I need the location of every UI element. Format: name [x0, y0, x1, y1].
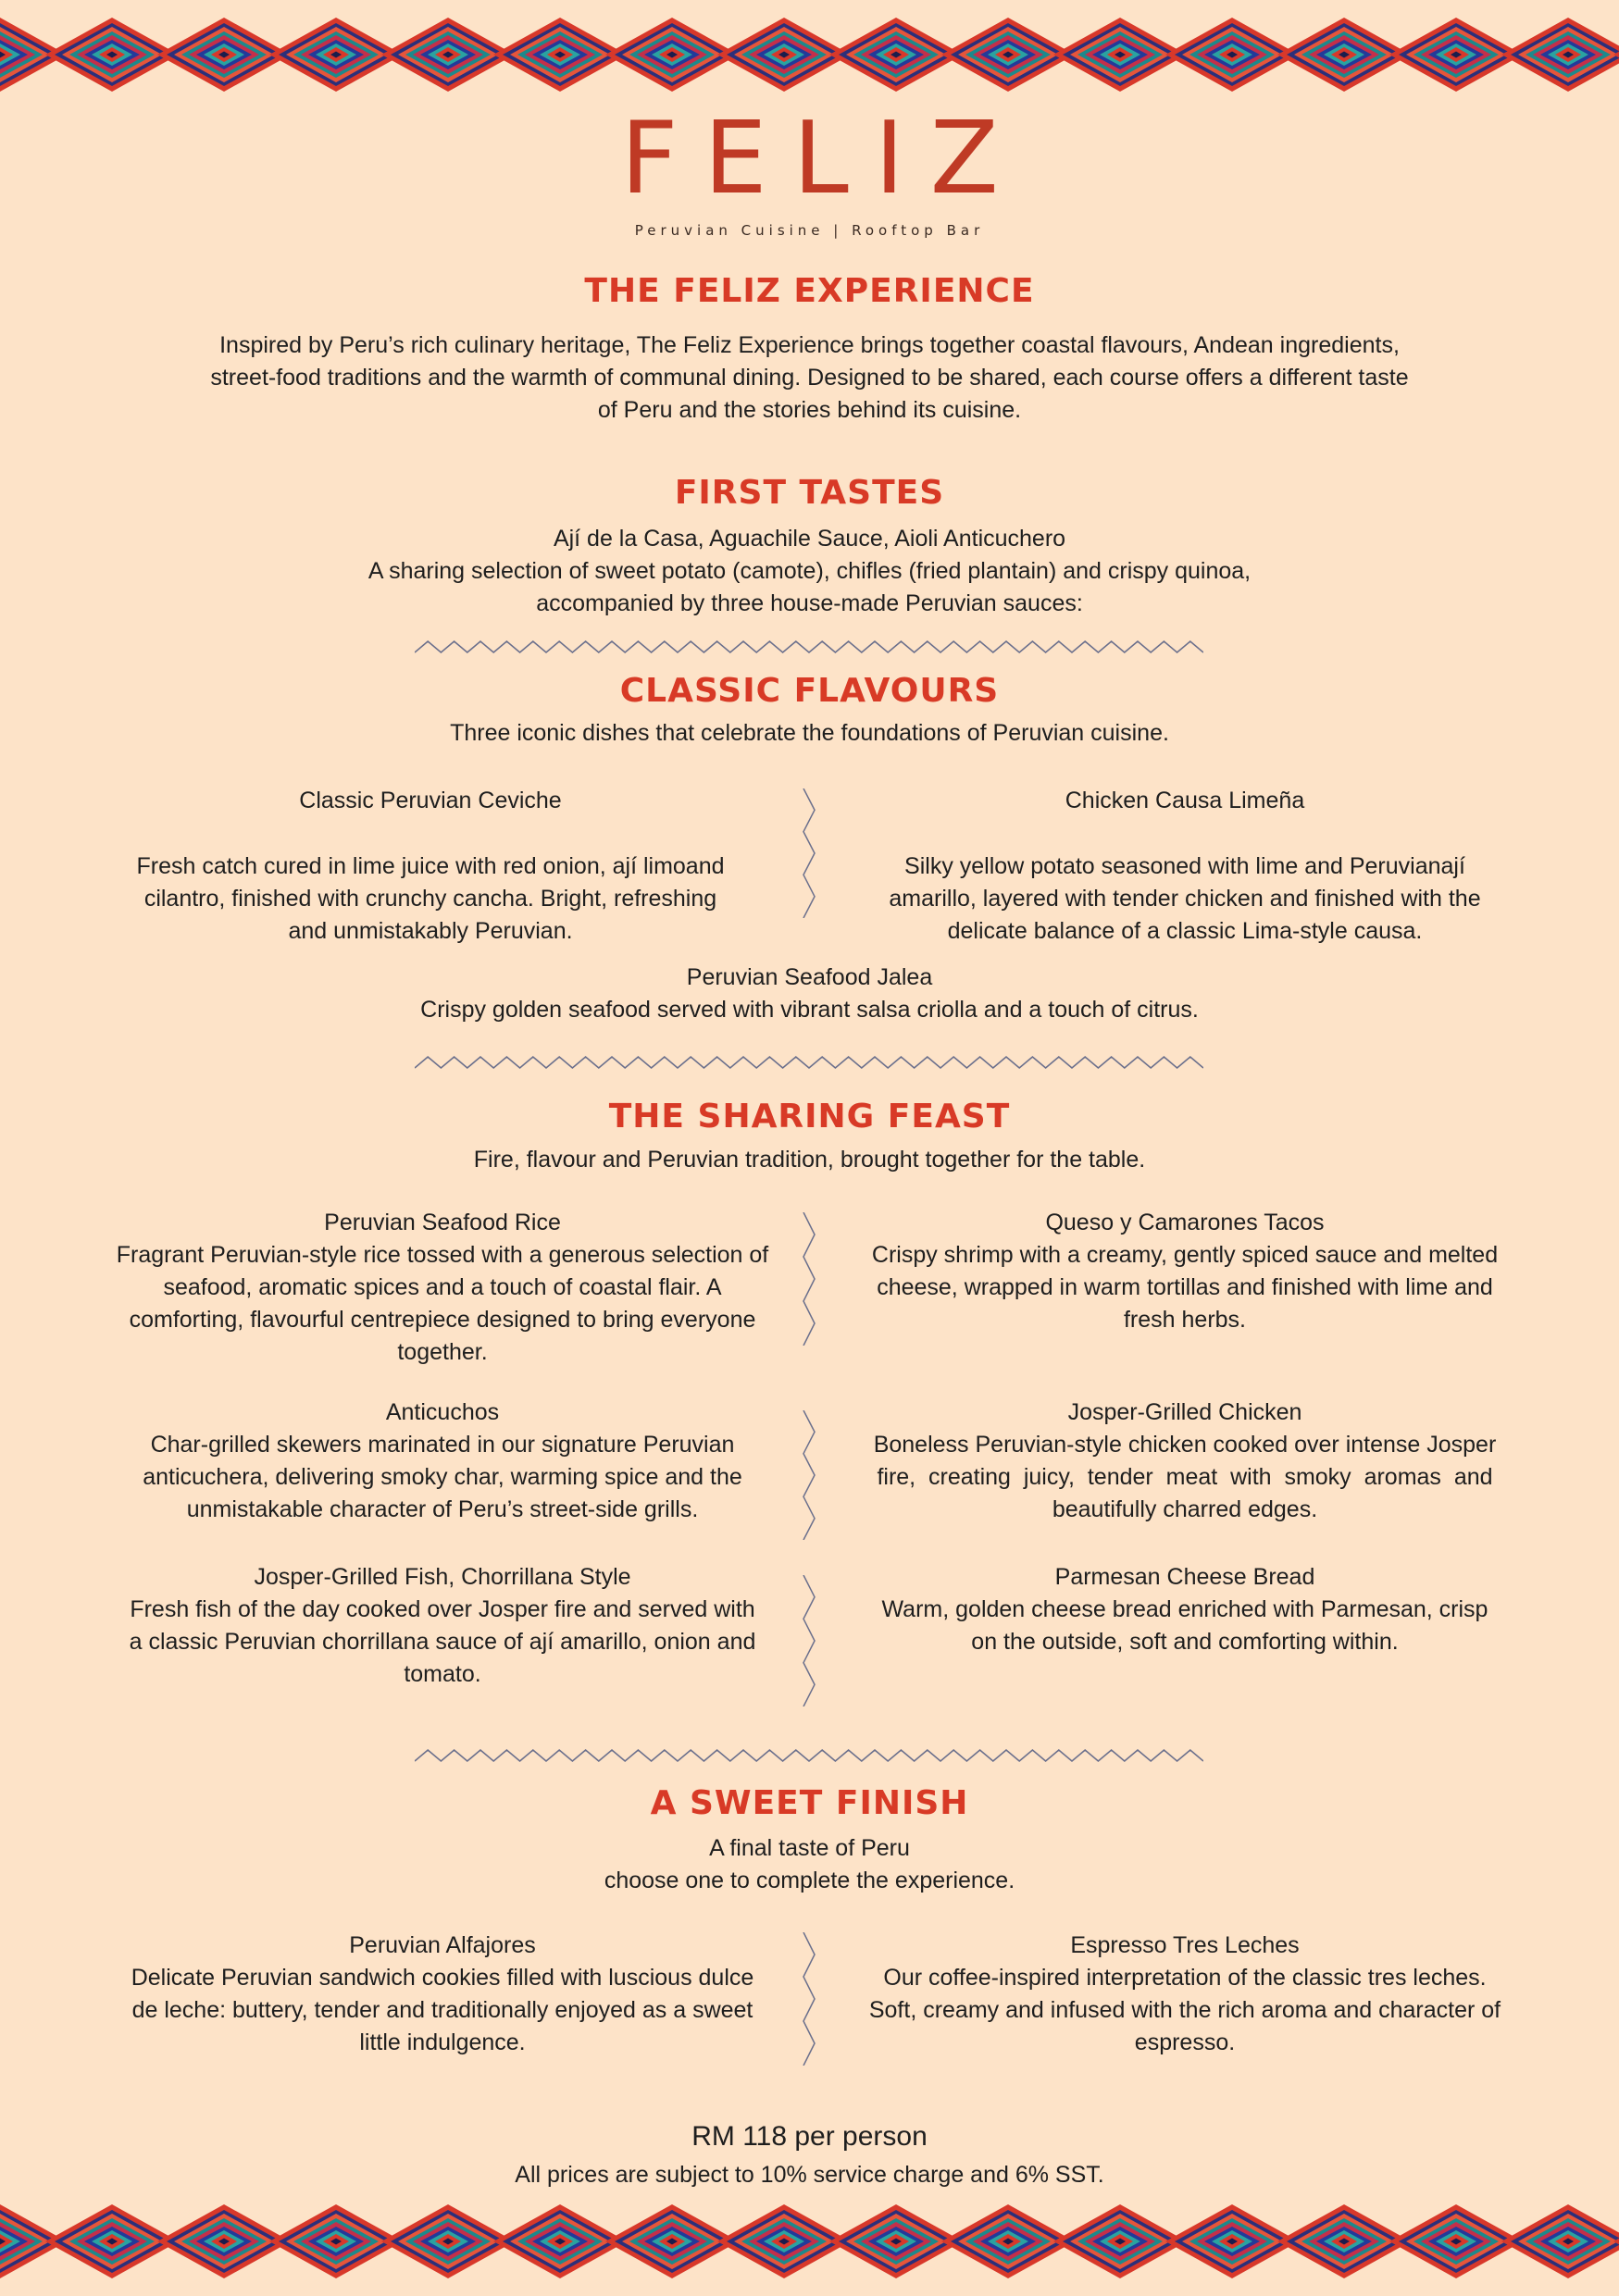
- menu-item: [861, 785, 1509, 948]
- desc-line: Char-grilled skewers marinated in our signature Peruvian: [150, 1432, 735, 1458]
- desc-line: Delicate Peruvian sandwich cookies filled with luscious dulce: [131, 1965, 754, 1991]
- item-description: [98, 1594, 787, 1691]
- top-diamond-border: [0, 17, 1619, 93]
- desc-line: little indulgence.: [359, 2029, 526, 2055]
- menu-item: [98, 1561, 787, 1691]
- sharing-feast-intro: Fire, flavour and Peruvian tradition, brought together for the table.: [473, 1147, 1146, 1173]
- brand-tagline: Peruvian Cuisine | Rooftop Bar: [634, 222, 985, 239]
- menu-item-centered: [185, 962, 1434, 1026]
- desc-line: comforting, flavourful centrepiece designed to bring everyone: [129, 1307, 756, 1333]
- item-title: Peruvian Seafood Jalea: [686, 964, 933, 990]
- menu-item: [852, 1207, 1518, 1336]
- item-description: [852, 1962, 1518, 2059]
- classic-flavours-intro: Three iconic dishes that celebrate the foundations of Peruvian cuisine.: [450, 720, 1169, 746]
- desc-line: beautifully charred edges.: [1052, 1496, 1318, 1522]
- item-title: Chicken Causa Limeña: [1065, 788, 1305, 813]
- menu-item: [111, 785, 750, 948]
- experience-line-1: Inspired by Peru’s rich culinary heritage, The Feliz Experience brings together coastal flavours, Andean ingredients,: [219, 332, 1400, 358]
- sweet-finish-heading: A SWEET FINISH: [650, 1784, 969, 1822]
- first-tastes-heading: FIRST TASTES: [674, 474, 945, 512]
- price-per-person: RM 118 per person: [691, 2121, 928, 2152]
- zigzag-divider: [800, 1932, 818, 2066]
- first-tastes-line-3: accompanied by three house-made Peruvian sauces:: [536, 590, 1083, 616]
- menu-item: [852, 1561, 1518, 1658]
- wave-divider: [415, 1745, 1203, 1766]
- item-title: Classic Peruvian Ceviche: [299, 788, 562, 813]
- experience-heading: THE FELIZ EXPERIENCE: [584, 272, 1035, 310]
- item-description: [98, 1429, 787, 1526]
- desc-line: Warm, golden cheese bread enriched with Parmesan, crisp: [881, 1596, 1488, 1622]
- desc-line: cheese, wrapped in warm tortillas and finished with lime and: [877, 1274, 1493, 1300]
- item-title: Espresso Tres Leches: [1070, 1932, 1300, 1958]
- experience-line-2: street-food traditions and the warmth of communal dining. Designed to be shared, each course offers a different taste: [210, 365, 1409, 391]
- desc-line: delicate balance of a classic Lima-style causa.: [947, 918, 1423, 944]
- desc-line: Fresh catch cured in lime juice with red onion, ají limoand: [136, 853, 725, 879]
- desc-line: amarillo, layered with tender chicken and finished with the: [889, 886, 1481, 912]
- item-title: Josper-Grilled Fish, Chorrillana Style: [254, 1564, 631, 1590]
- item-description: [98, 1962, 787, 2059]
- desc-line: fire, creating juicy, tender meat with smoky aromas and: [877, 1464, 1493, 1490]
- desc-line: unmistakable character of Peru’s street-side grills.: [186, 1496, 699, 1522]
- desc-line: a classic Peruvian chorrillana sauce of ají amarillo, onion and: [129, 1629, 756, 1655]
- first-tastes-line-2: A sharing selection of sweet potato (camote), chifles (fried plantain) and crispy quinoa,: [367, 558, 1252, 584]
- menu-item: [98, 1396, 787, 1526]
- menu-item: [852, 1396, 1518, 1526]
- zigzag-divider: [800, 1575, 818, 1706]
- brand-logo: [0, 101, 1619, 239]
- first-tastes-text: [185, 523, 1434, 620]
- item-description: [861, 850, 1509, 948]
- item-title: Queso y Camarones Tacos: [1045, 1210, 1325, 1235]
- desc-line: tomato.: [404, 1661, 481, 1687]
- desc-line: Crispy shrimp with a creamy, gently spiced sauce and melted: [871, 1242, 1499, 1268]
- desc-line: Boneless Peruvian-style chicken cooked over intense Josper: [873, 1432, 1497, 1458]
- desc-line: Fragrant Peruvian-style rice tossed with a generous selection of: [116, 1242, 769, 1268]
- item-title: Anticuchos: [385, 1399, 500, 1425]
- intro-line: A final taste of Peru: [709, 1835, 910, 1861]
- zigzag-divider: [800, 1212, 818, 1346]
- desc-line: and unmistakably Peruvian.: [288, 918, 573, 944]
- item-description: [852, 1239, 1518, 1336]
- desc-line: Soft, creamy and infused with the rich aroma and character of: [868, 1997, 1501, 2023]
- desc-line: fresh herbs.: [1123, 1307, 1246, 1333]
- desc-line: anticuchera, delivering smoky char, warming spice and the: [143, 1464, 742, 1490]
- item-description: Crispy golden seafood served with vibrant salsa criolla and a touch of citrus.: [420, 997, 1199, 1023]
- desc-line: espresso.: [1134, 2029, 1236, 2055]
- desc-line: Silky yellow potato seasoned with lime and Peruvianají: [904, 853, 1465, 879]
- item-description: [852, 1429, 1518, 1526]
- item-description: [111, 850, 750, 948]
- item-description: [98, 1239, 787, 1369]
- price-note: All prices are subject to 10% service charge and 6% SST.: [515, 2162, 1104, 2188]
- first-tastes-line-1: Ají de la Casa, Aguachile Sauce, Aioli Anticuchero: [553, 526, 1066, 552]
- desc-line: seafood, aromatic spices and a touch of coastal flair. A: [163, 1274, 722, 1300]
- desc-line: Our coffee-inspired interpretation of the classic tres leches.: [883, 1965, 1487, 1991]
- menu-item: [852, 1930, 1518, 2059]
- classic-flavours-heading: CLASSIC FLAVOURS: [619, 672, 1000, 710]
- desc-line: together.: [397, 1339, 488, 1365]
- menu-item: [98, 1207, 787, 1369]
- item-description: [852, 1594, 1518, 1658]
- desc-line: on the outside, soft and comforting within.: [971, 1629, 1399, 1655]
- menu-item: [98, 1930, 787, 2059]
- sharing-feast-heading: THE SHARING FEAST: [608, 1098, 1011, 1136]
- desc-line: cilantro, finished with crunchy cancha. Bright, refreshing: [143, 886, 717, 912]
- experience-text: [111, 329, 1508, 427]
- item-title: Peruvian Seafood Rice: [324, 1210, 561, 1235]
- zigzag-divider: [800, 788, 818, 918]
- wave-divider: [415, 1052, 1203, 1073]
- item-title: Parmesan Cheese Bread: [1054, 1564, 1315, 1590]
- bottom-diamond-border: [0, 2203, 1619, 2279]
- desc-line: de leche: buttery, tender and traditionally enjoyed as a sweet: [131, 1997, 753, 2023]
- desc-line: Fresh fish of the day cooked over Josper fire and served with: [130, 1596, 755, 1622]
- zigzag-divider: [800, 1410, 818, 1540]
- intro-line: choose one to complete the experience.: [604, 1868, 1015, 1893]
- item-title: Josper-Grilled Chicken: [1067, 1399, 1302, 1425]
- item-title: Peruvian Alfajores: [349, 1932, 536, 1958]
- brand-name: FELIZ: [620, 101, 1025, 217]
- wave-divider: [415, 637, 1203, 657]
- sweet-finish-intro: [185, 1832, 1434, 1897]
- experience-line-3: of Peru and the stories behind its cuisine.: [597, 397, 1022, 423]
